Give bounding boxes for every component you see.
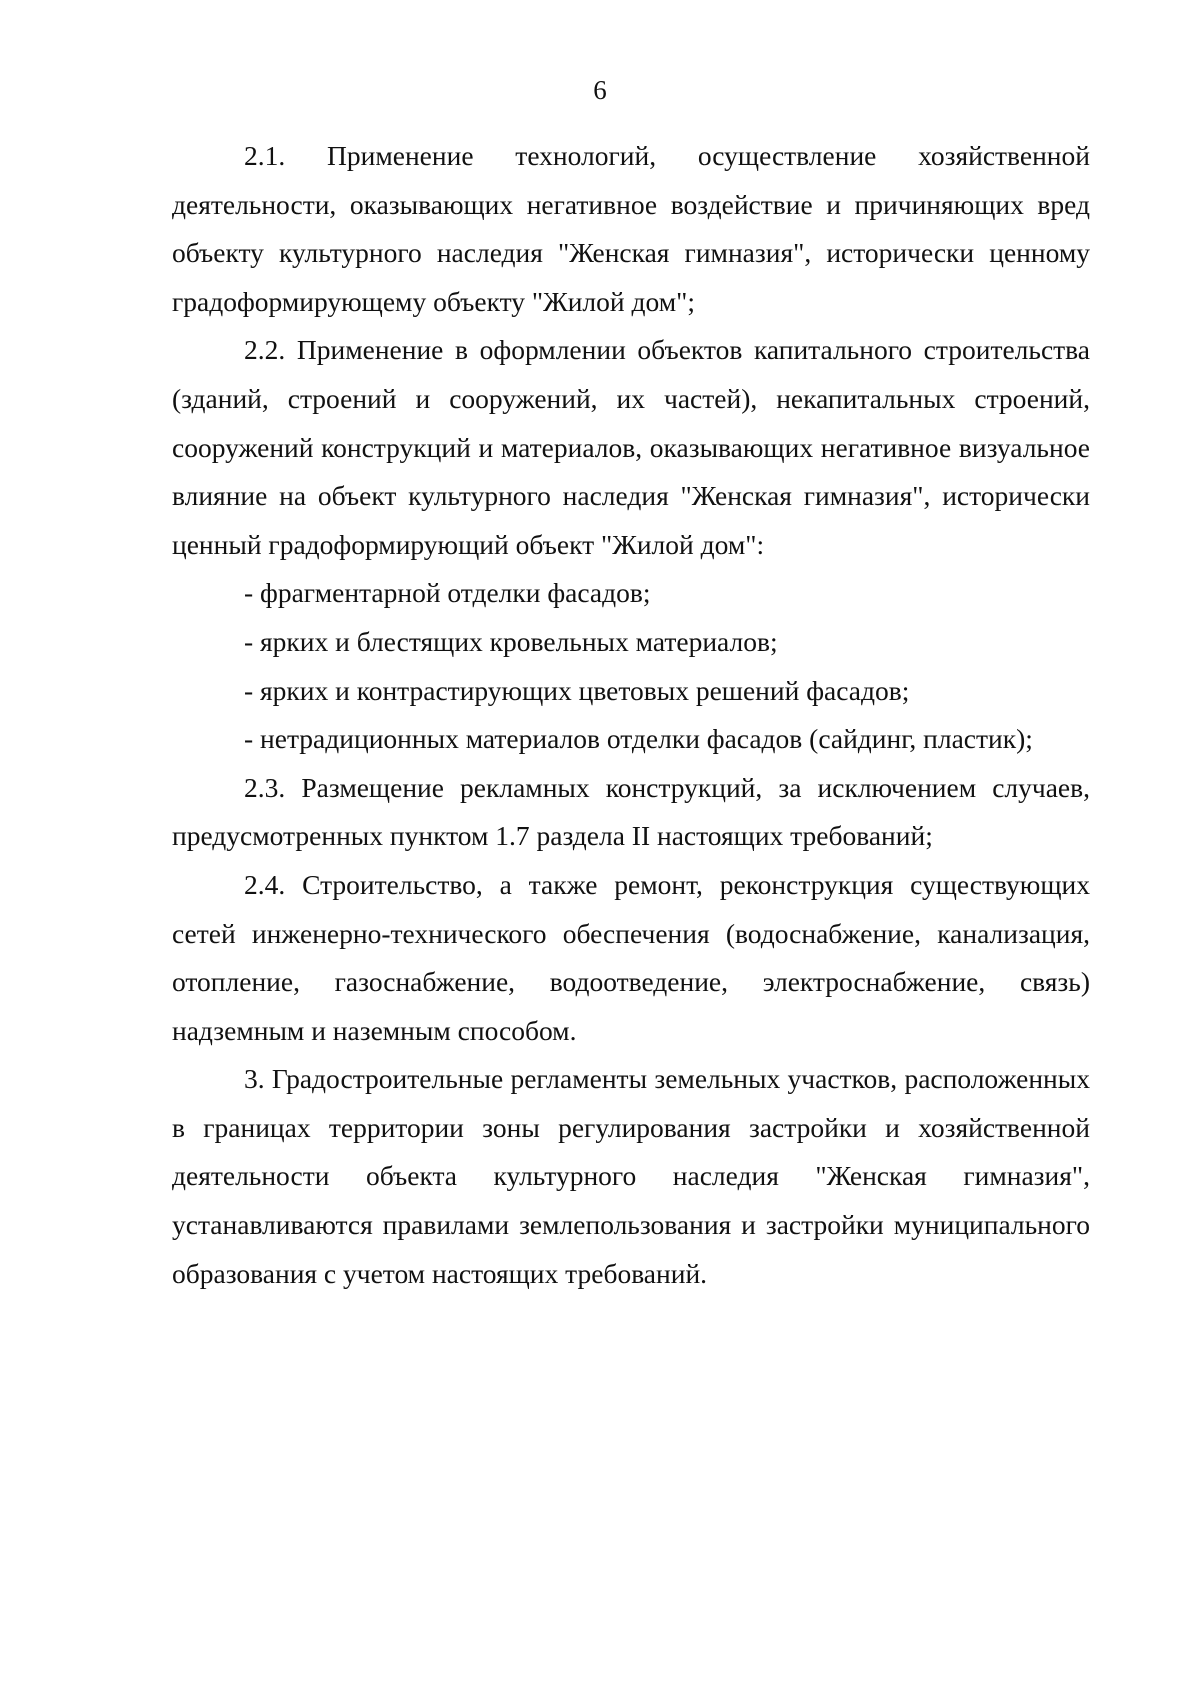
paragraph-2-4: 2.4. Строительство, а также ремонт, реконструкция существующих сетей инженерно-технического обеспечения (водоснабжение, канализация, отопление, газоснабжение, водоотведение, электроснабжение, связь) надземным и наземным способом. (172, 868, 1090, 1046)
list-item-nontraditional-materials: - нетрадиционных материалов отделки фасадов (сайдинг, пластик); (244, 723, 1033, 755)
page-number: 6 (593, 75, 607, 105)
paragraph-3: 3. Градостроительные регламенты земельных участков, расположенных в границах территории зоны регулирования застройки и хозяйственной деятельности объекта культурного наследия "Женская гимназия", устанавливаются правилами землепользования и застройки муниципального образования с учетом настоящих требований. (172, 1063, 1090, 1289)
document-body (172, 132, 1090, 1298)
paragraph-2-1: 2.1. Применение технологий, осуществление хозяйственной деятельности, оказывающих негативное воздействие и причиняющих вред объекту культурного наследия "Женская гимназия", исторически ценному градоформирующему объекту "Жилой дом"; (172, 140, 1090, 317)
list-item-facade-finish: - фрагментарной отделки фасадов; (244, 577, 651, 609)
paragraph-2-3: 2.3. Размещение рекламных конструкций, за исключением случаев, предусмотренных пунктом 1.7 раздела II настоящих требований; (172, 771, 1090, 852)
list-item-roof-materials: - ярких и блестящих кровельных материалов; (244, 625, 778, 657)
list-item-color-solutions: - ярких и контрастирующих цветовых решений фасадов; (244, 674, 910, 706)
paragraph-2-2: 2.2. Применение в оформлении объектов капитального строительства (зданий, строений и сооружений, их частей), некапитальных строений, сооружений конструкций и материалов, оказывающих негативное визуальное влияние на объект культурного наследия "Женская гимназия", исторически ценный градоформирующий объект "Жилой дом": (172, 334, 1090, 560)
